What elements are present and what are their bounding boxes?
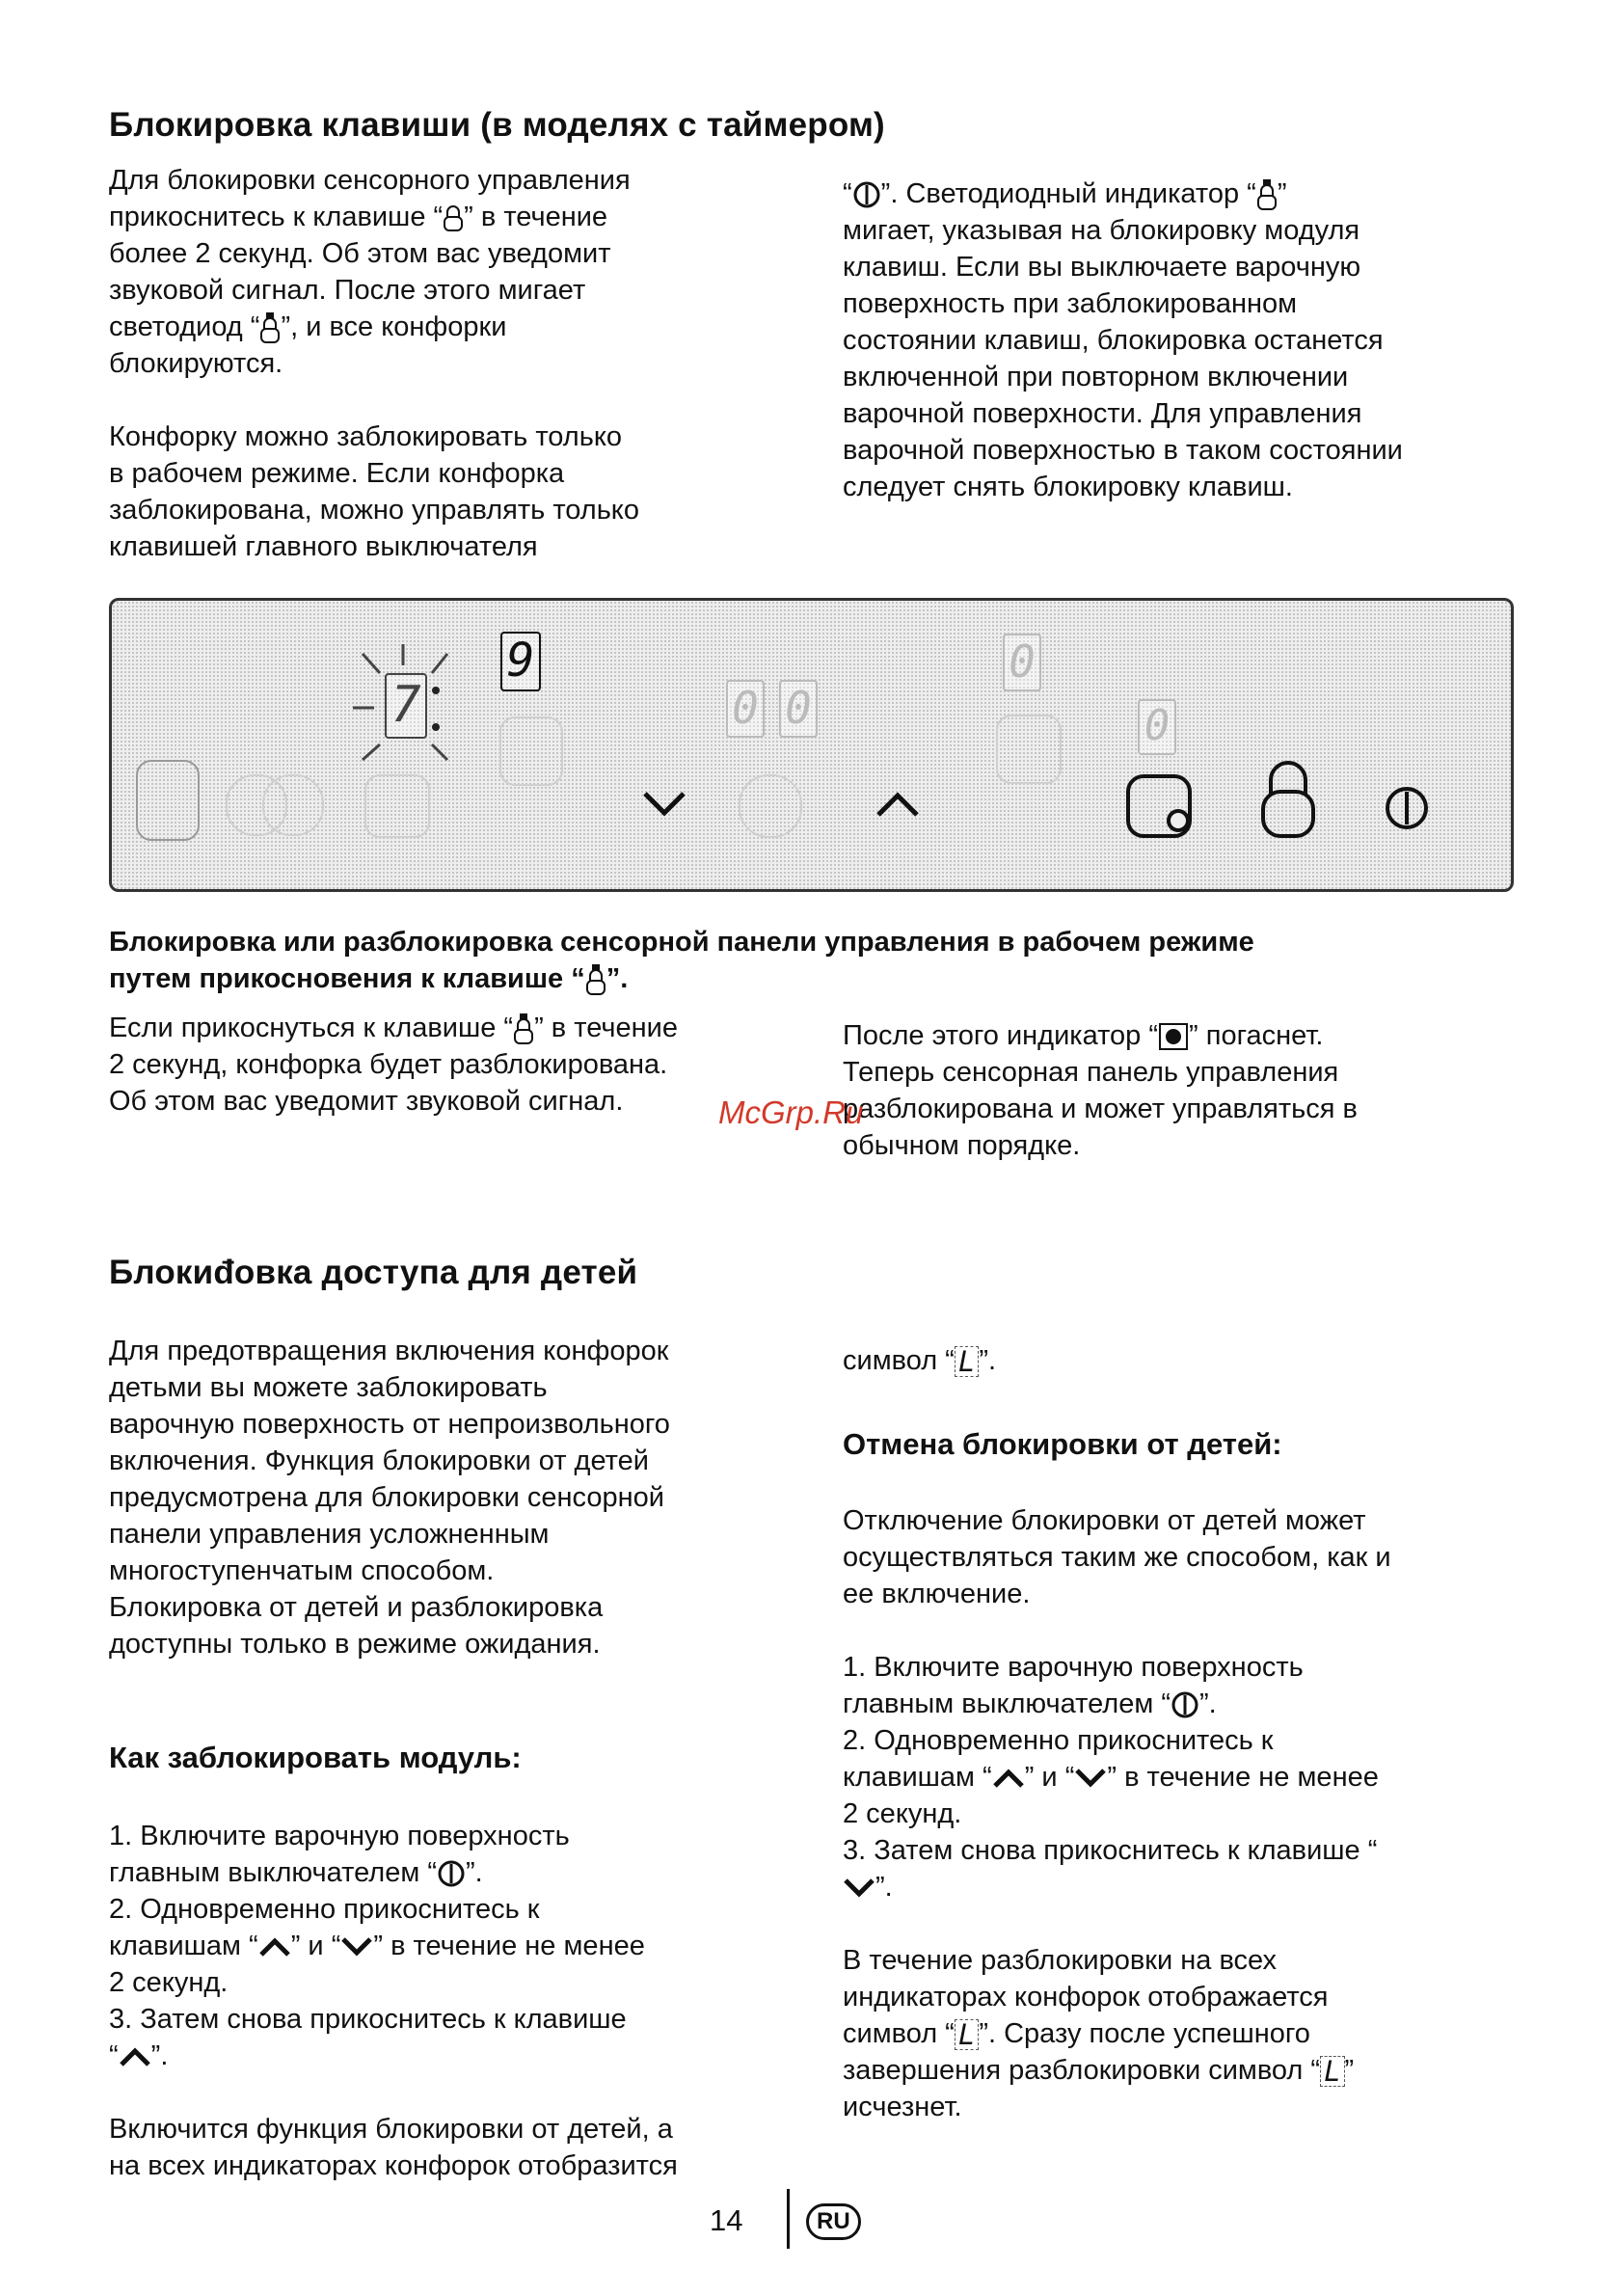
timer-icon [739, 774, 802, 838]
indicator-led-icon [1158, 1022, 1189, 1051]
zone-select-key-icon[interactable] [1124, 772, 1198, 840]
up-arrow-icon [119, 2046, 151, 2067]
key-lock-left-text: Для блокировки сенсорного управления прикоснитесь к клавише “ ” в течение более 2 секунд. Об этом вас уведомит звуковой сигнал. После этого мигает светодиод “ ”, и все конфорки блокируются. Конфорку можно заблокировать только в рабочем режиме. Если конфорка заблокирована, можно управлять только клавишей главного выключателя [109, 165, 639, 562]
page-number: 14 [710, 2203, 743, 2237]
zone-digit-display: 0 [1138, 699, 1176, 755]
zone-digit-display: 7 [385, 673, 427, 739]
lock-led-icon [513, 1013, 534, 1045]
lock-led-icon [1256, 178, 1278, 211]
cancel-child-lock-text: Отключение блокировки от детей может осуществляться таким же способом, как и ее включение. 1. Включите варочную поверхность главным выключателем “ ”. 2. Одновременно прикоснитесь к клавишам “ ” и “ ” в течение не менее 2 секунд. 3. Затем снова прикоснитесь к клавише “ ”. В течение разблокировки на всех индикаторах конфорок отображается символ “ L ”. Сразу после успешного завершения разблокировки символ “ L ” исчезнет. [843, 1505, 1391, 2122]
down-key-icon[interactable] [640, 789, 688, 820]
lock-symbol-L: L [1320, 2056, 1344, 2087]
operating-lock-left-text: Если прикоснуться к клавише “ ” в течение 2 секунд, конфорка будет разблокирована. Об этом вас уведомит звуковой сигнал. [109, 1013, 678, 1117]
watermark: McGrp.Ru [718, 1094, 864, 1130]
footer-divider [787, 2189, 790, 2249]
down-arrow-icon [1074, 1768, 1107, 1789]
lock-symbol-L: L [955, 1346, 979, 1377]
child-lock-symbol-line: символ “ L ”. [843, 1345, 997, 1379]
zone-digit-display: 0 [1003, 634, 1041, 691]
down-arrow-icon [843, 1877, 875, 1899]
up-arrow-icon [992, 1768, 1025, 1789]
timer-digit-display: 0 [726, 680, 765, 738]
up-arrow-icon [258, 1936, 291, 1958]
subtitle-cancel-child-lock: Отмена блокировки от детей: [843, 1427, 1282, 1461]
lock-led-icon [259, 311, 281, 344]
how-to-lock-steps: 1. Включите варочную поверхность главным выключателем “ ”. 2. Одновременно прикоснитесь к клавишам “ ” и “ ” в течение не менее 2 секунд. 3. Затем снова прикоснитесь к клавише “ ”. Включится функция блокировки от детей, а на всех индикаторах конфорок отобразится [109, 1821, 678, 2181]
control-panel-illustration [109, 598, 1514, 892]
power-icon [1171, 1690, 1199, 1719]
section-title-child-lock: Блокиđовка доступа для детей [109, 1254, 638, 1291]
section-title-key-lock: Блокировка клавиши (в моделях с таймером) [109, 106, 885, 144]
power-key-icon[interactable] [1383, 784, 1431, 832]
key-lock-right-text: “ ”. Светодиодный индикатор “ ” мигает, указывая на блокировку модуля клавиш. Если вы выключаете варочную поверхность при заблокированном состоянии клавиш, блокировка останется включенной при повторном включении варочной поверхности. Для управления варочной поверхностью в таком состоянии следует снять блокировку клавиш. [843, 178, 1403, 502]
lock-led-icon [585, 963, 606, 996]
lock-icon [443, 203, 464, 232]
child-lock-intro: Для предотвращения включения конфорок детьми вы можете заблокировать варочную поверхность от непроизвольного включения. Функция блокировки от детей предусмотрена для блокировки сенсорной панели управления усложненным многоступенчатым способом. Блокировка от детей и разблокировка доступны только в режиме ожидания. [109, 1336, 670, 1660]
zone-outline [262, 774, 324, 836]
timer-digit-display: 9 [500, 632, 541, 691]
zone-outline [996, 715, 1062, 784]
zone-outline [136, 760, 200, 841]
operating-lock-right-text: После этого индикатор “ ” погаснет. Теперь сенсорная панель управления разблокирована и может управляться в обычном порядке. [843, 1020, 1358, 1161]
lock-key-icon[interactable] [1259, 755, 1317, 840]
zone-outline [364, 774, 430, 838]
power-icon [852, 180, 881, 209]
zone-outline [499, 716, 563, 786]
up-key-icon[interactable] [874, 789, 922, 820]
blink-rays [353, 644, 459, 770]
language-badge: RU [806, 2203, 861, 2240]
lock-symbol-L: L [955, 2019, 979, 2050]
section-title-operating-lock: Блокировка или разблокировка сенсорной панели управления в рабочем режиме путем прикосновения к клавише “ ”. [109, 924, 1254, 997]
timer-digit-display: 0 [779, 680, 818, 738]
power-icon [437, 1859, 466, 1888]
down-arrow-icon [340, 1936, 373, 1958]
subtitle-how-to-lock: Как заблокировать модуль: [109, 1741, 522, 1774]
